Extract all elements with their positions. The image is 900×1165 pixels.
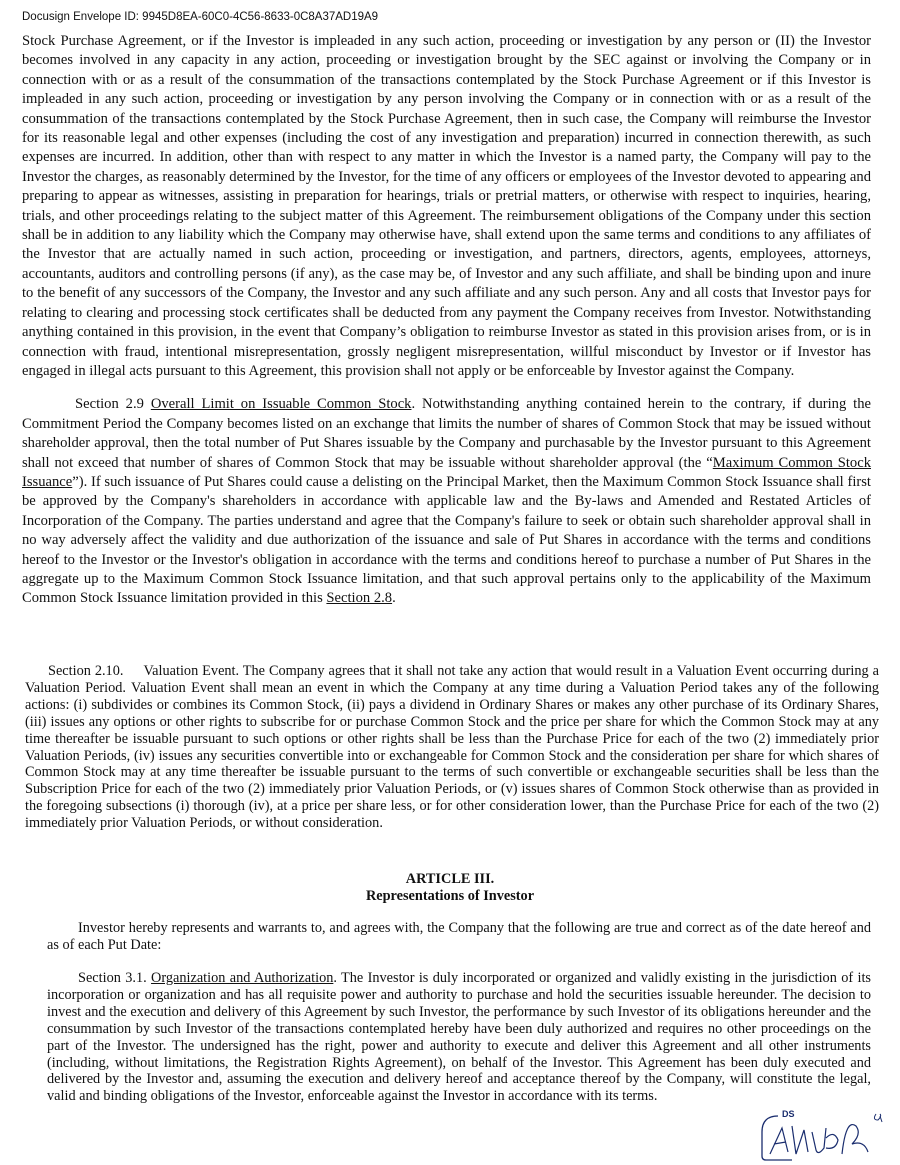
paragraph-continued: Stock Purchase Agreement, or if the Investor is impleaded in any such action, proceeding or investigation by any person or (II) the Investor becomes involved in any capacity in any action, proceeding or investigation brought by the SEC against or involving the Company or in connection with or as a result of the consummation of the transactions contemplated by the Stock Purchase Agreement or if this Investor is impleaded in any such action, proceeding or investigation by any person involving the Company or in connection with or as a result of the consummation of the transactions contemplated by the Stock Purchase Agreement, then in such case, the Company will reimburse the Investor for its reasonable legal and other expenses (including the cost of any investigation and preparation) incurred in connection therewith, as such expenses are incurred. In addition, other than with respect to any matter in which the Investor is a named party, the Company will pay to the Investor the charges, as reasonably determined by the Investor, for the time of any officers or employees of the Investor devoted to appearing and preparing to appear as witnesses, assisting in preparation for hearings, trials or pretrial matters, or otherwise with respect to inquiries, hearing, trials, and other proceedings relating to the subject matter of this Agreement. The reimbursement obligations of the Company under this section shall be in addition to any liability which the Company may otherwise have, shall extend upon the same terms and conditions to any affiliates of the Investor that are actually named in such action, proceeding or investigation, and partners, directors, agents, employees, attorneys, accountants, auditors and controlling persons (if any), as the case may be, of Investor and any such affiliate, and shall be binding upon and inure to the benefit of any successors of the Company, the Investor and any such affiliate and any such person. Any and all costs that Investor pays for relating to clearing and processing stock certificates shall be deducted from any payment the Company receives from Investor. Notwithstanding anything contained in this provision, in the event that Company’s obligation to reimburse Investor as stated in this provision arises from, or is in connection with fraud, intentional misrepresentation, grossly negligent misrepresentation, willful misconduct by Investor or if Investor has engaged in illegal acts pursuant to this Agreement, this provision shall not apply or be enforceable by Investor against the Company. — [22, 33, 871, 379]
article-subtitle: Representations of Investor — [365, 887, 535, 904]
signature-ds-tag: DS — [782, 1109, 795, 1119]
section-2-9-body-1: . Notwithstanding anything contained herein to the contrary, if during the Commitment Period the Company becomes listed on an exchange that limits the number of shares of Common Stock that may be issued without shareholder approval, then the total number of Put Shares issuable by the Company and purchasable by the Investor pursuant to this Agreement shall not exceed that number of shares of Common Stock that may be issuable without shareholder approval (the “ — [22, 396, 871, 471]
section-2-9-number: Section 2.9 — [75, 396, 151, 413]
article-title: ARTICLE III. — [405, 871, 495, 887]
signature-scribble — [770, 1126, 838, 1154]
section-2-9-defined-term: Maximum Common Stock Issuance — [22, 454, 871, 490]
section-2-10-body: The Company agrees that it shall not take any action that would result in a Valuation Event occurring during a Valuation Period. Valuation Event shall mean an event in which the Company at any time during a Valuation Period takes any of the following actions: (i) subdivides or combines its Common Stock, (ii) pays a dividend in Ordinary Shares or makes any other purchase of its Ordinary Shares, (iii) issues any options or other rights to subscribe for or purchase Common Stock and the price per share for which the Common Stock may at any time thereafter be issuable pursuant to such options or other rights shall be less than the Purchase Price for each of the two (2) immediately prior Valuation Periods, (iv) issues any securities convertible into or exchangeable for Common Stock and the consideration per share for which shares of Common Stock may at any time thereafter be issuable pursuant to the terms of such convertible or exchangeable securities shall be less than the Subscription Price for each of the two (2) immediately prior Valuation Periods, or (v) issues shares of Common Stock otherwise than as provided in the foregoing subsections (i) thorough (iv), at a price per share less, or for other consideration lower, than the Purchase Price for each of the two (2) immediately prior Valuation Periods, or without consideration. — [25, 663, 879, 832]
document-body — [22, 32, 871, 609]
article-iii-body — [47, 920, 871, 1105]
section-2-10-number: Section 2.10. — [48, 663, 124, 679]
section-2-9-heading: Overall Limit on Issuable Common Stock — [150, 396, 412, 413]
section-2-9 — [22, 395, 871, 608]
signature-flourish — [842, 1125, 868, 1154]
section-3-1-heading: Organization and Authorization — [151, 970, 334, 986]
section-2-10-block — [25, 663, 879, 832]
section-2-8-reference: Section 2.8 — [326, 590, 393, 607]
section-2-9-body-2: ”). If such issuance of Put Shares could cause a delisting on the Principal Market, then the Maximum Common Stock Issuance shall first be approved by the Company's shareholders in accordance with applicable law and the By-laws and Amended and Restated Articles of Incorporation of the Company. The parties understand and agree that the Company's failure to seek or obtain such shareholder approval shall in no way adversely affect the validity and due authorization of the issuance and sale of Put Shares in accordance with the terms and conditions hereof to the Investor or the Investor's obligation in accordance with the terms and conditions hereof to purchase a number of Put Shares in the aggregate up to the Maximum Common Stock Issuance limitation, and that such approval pertains only to the applicability of the Maximum Common Stock Issuance limitation provided in this — [22, 473, 871, 607]
envelope-id: Docusign Envelope ID: 9945D8EA-60C0-4C56-8633-0C8A37AD19A9 — [22, 11, 379, 23]
section-2-10-heading: Valuation Event. — [143, 663, 240, 679]
section-2-10 — [25, 663, 879, 832]
article-heading — [0, 871, 900, 904]
section-3-1-body: . The Investor is duly incorporated or organized and validly existing in the jurisdiction of its incorporation or organization and has all requisite power and authority to purchase and hold the securities issuable hereunder. The decision to invest and the execution and delivery of this Agreement by such Investor, the performance by such Investor of its obligations hereunder and the consummation by such Investor of the transactions contemplated hereby have been duly authorized and requires no other proceedings on the part of the Investor. The undersigned has the right, power and authority to execute and deliver this Agreement and all other instruments (including, without limitations, the Registration Rights Agreement), on behalf of the Investor. This Agreement has been duly executed and delivered by the Investor and, assuming the execution and delivery hereof and acceptance thereof by the Company, will constitute the legal, valid and binding obligations of the Investor, enforceable against the Investor in accordance with its terms. — [47, 970, 871, 1105]
section-3-1 — [47, 970, 871, 1105]
signature-initials — [752, 1104, 892, 1162]
section-2-9-end: . — [392, 590, 396, 607]
article-intro: Investor hereby represents and warrants to, and agrees with, the Company that the following are true and correct as of the date hereof and as of each Put Date: — [47, 920, 871, 953]
signature-small-mark — [874, 1114, 882, 1122]
section-3-1-number: Section 3.1. — [78, 970, 152, 986]
